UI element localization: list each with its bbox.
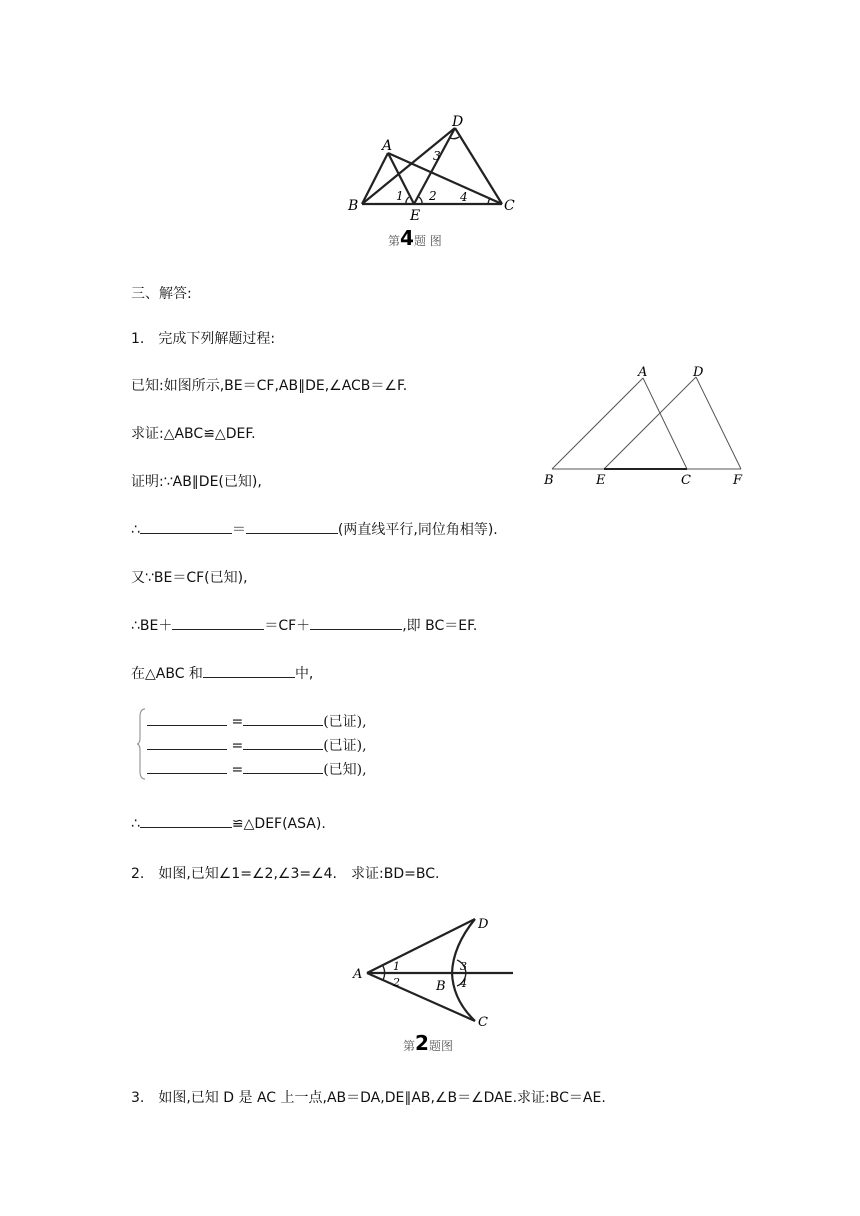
label-c: C [478, 1015, 488, 1030]
label-a: A [638, 365, 648, 380]
angle-2-label: 2 [393, 976, 400, 989]
q1-given: 已知:如图所示,BE＝CF,AB∥DE,∠ACB＝∠F. [131, 378, 408, 394]
answer-blank[interactable] [243, 761, 323, 774]
label-b: B [544, 473, 554, 488]
q1-condition-2: = (已证), [147, 735, 367, 755]
brace [137, 707, 147, 781]
q1-prove: 求证:△ABC≌△DEF. [131, 426, 256, 442]
q1-condition-1: = (已证), [147, 711, 367, 731]
q1-condition-3: = (已知), [147, 759, 367, 779]
label-b: B [348, 198, 359, 214]
q1-proof-line-4: 在△ABC 和 中, [131, 666, 314, 682]
answer-blank[interactable] [140, 521, 232, 534]
answer-blank[interactable] [172, 617, 264, 630]
q3-text: 3. 如图,已知 D 是 AC 上一点,AB＝DA,DE∥AB,∠B＝∠DAE.求证:BC＝AE. [131, 1090, 606, 1106]
angle-4-label: 4 [460, 977, 467, 990]
label-c: C [681, 473, 691, 488]
label-d: D [478, 917, 489, 932]
answer-blank[interactable] [243, 713, 323, 726]
figure-problem-1 [543, 363, 747, 488]
answer-blank[interactable] [243, 737, 323, 750]
label-f: F [733, 473, 743, 488]
angle-4-label: 4 [460, 190, 468, 204]
q1-proof-line-2: 又∵BE＝CF(已知), [131, 570, 248, 586]
answer-blank[interactable] [147, 737, 227, 750]
answer-blank[interactable] [140, 815, 232, 828]
label-e: E [410, 208, 421, 224]
figure-4-caption: 第4题 图 [388, 226, 442, 250]
angle-2-label: 2 [429, 189, 437, 203]
label-d: D [693, 365, 704, 380]
label-c: C [504, 198, 515, 214]
q1-proof-line-1: ∴ ＝ (两直线平行,同位角相等). [131, 522, 498, 538]
figure-2-caption: 第2题图 [403, 1031, 453, 1055]
answer-blank[interactable] [310, 617, 402, 630]
angle-3-label: 3 [460, 960, 467, 973]
q1-proof-start: 证明:∵AB∥DE(已知), [131, 474, 262, 490]
label-b: B [436, 979, 446, 994]
label-e: E [596, 473, 606, 488]
angle-3-label: 3 [433, 149, 441, 163]
answer-blank[interactable] [147, 713, 227, 726]
answer-blank[interactable] [147, 761, 227, 774]
figure-problem-2 [345, 910, 525, 1032]
answer-blank[interactable] [246, 521, 338, 534]
q1-heading: 1. 完成下列解题过程: [131, 331, 276, 347]
q1-conclusion: ∴ ≌△DEF(ASA). [131, 816, 326, 832]
angle-1-label: 1 [396, 189, 404, 203]
section-title: 三、解答: [131, 286, 192, 302]
answer-blank[interactable] [203, 665, 295, 678]
angle-1-label: 1 [393, 960, 400, 973]
label-a: A [353, 967, 363, 982]
label-a: A [382, 138, 393, 154]
label-d: D [452, 114, 464, 130]
q2-text: 2. 如图,已知∠1=∠2,∠3=∠4. 求证:BD=BC. [131, 866, 440, 882]
q1-proof-line-3: ∴BE＋ ＝CF＋ ,即 BC＝EF. [131, 618, 478, 634]
